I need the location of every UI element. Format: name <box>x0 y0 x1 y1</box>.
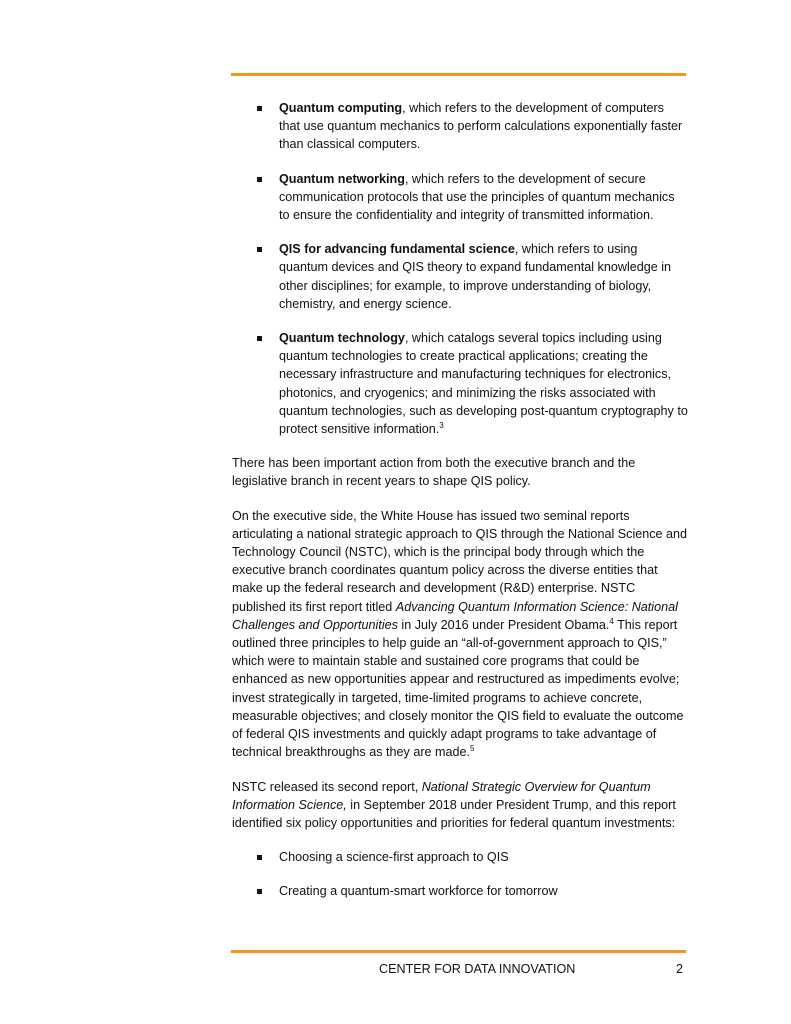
footnote-ref[interactable]: 5 <box>470 744 475 754</box>
list-item <box>232 240 688 313</box>
footnote-ref[interactable]: 4 <box>609 616 614 626</box>
square-bullet-icon <box>257 889 262 894</box>
text-run: On the executive side, the White House has issued two seminal reports articulating a national strategic approach to QIS through the National Science and Technology Council (NSTC), which is the principal body through which the executive branch coordinates quantum policy across the diverse entities that make up the federal research and development (R&D) enterprise. NSTC published its first report titled <box>232 508 688 614</box>
list-item <box>232 99 688 154</box>
report-title: National Strategic Overview for Quantum Information Science, <box>232 779 651 812</box>
bullet-text: Choosing a science-first approach to QIS <box>279 850 509 865</box>
bullet-text: , which catalogs several topics including using quantum technologies to create practical applications; creating the necessary infrastructure and manufacturing techniques for electronics, photonics, and cryogenics; and minimizing the risks associated with quantum technologies, such as developing post-quantum cryptography to protect sensitive information. <box>279 331 688 437</box>
square-bullet-icon <box>257 855 262 860</box>
page-body <box>232 99 688 917</box>
square-bullet-icon <box>257 106 262 111</box>
list-item <box>232 882 688 900</box>
bullet-text: Creating a quantum-smart workforce for tomorrow <box>279 884 558 899</box>
list-item <box>232 170 688 225</box>
text-run: NSTC released its second report, <box>232 779 422 794</box>
paragraph-policy-action: There has been important action from both the executive branch and the legislative branch in recent years to shape QIS policy. <box>232 456 636 489</box>
page-footer <box>231 962 686 982</box>
report-title: Advancing Quantum Information Science: National Challenges and Opportunities <box>232 599 678 632</box>
text-run: This report outlined three principles to help guide an “all-of-government approach to QIS,” which were to maintain stable and sustained core programs that could be enhanced as new opportunities appear and restructured as impediments evolve; invest strategically in targeted, time-limited programs to achieve concrete, measurable objectives; and closely monitor the QIS field to evaluate the outcome of federal QIS investments and quickly adapt programs to take advantage of technical breakthroughs as they are made. <box>232 617 684 760</box>
square-bullet-icon <box>257 177 262 182</box>
bullet-text: , which refers to the development of secure communication protocols that use the principles of quantum mechanics to ensure the confidentiality and integrity of transmitted information. <box>279 171 675 223</box>
qis-areas-list <box>232 99 688 438</box>
list-item <box>232 329 688 438</box>
text-run: in September 2018 under President Trump, and this report identified six policy opportunities and priorities for federal quantum investments: <box>232 797 676 830</box>
list-item <box>232 848 688 866</box>
page-number: 2 <box>675 962 683 976</box>
header-rule <box>231 73 686 76</box>
footnote-ref[interactable]: 3 <box>439 420 444 430</box>
paragraph-second-report <box>232 778 688 833</box>
bullet-text: , which refers to the development of computers that use quantum mechanics to perform calculations exponentially faster than classical computers. <box>279 101 683 152</box>
bullet-term: Quantum networking <box>279 171 405 186</box>
bullet-term: Quantum computing <box>279 101 403 115</box>
priorities-list <box>232 848 688 900</box>
footer-organization: CENTER FOR DATA INNOVATION <box>379 962 576 976</box>
text-run: in July 2016 under President Obama. <box>397 617 610 632</box>
square-bullet-icon <box>257 336 262 341</box>
footer-rule <box>231 950 686 953</box>
square-bullet-icon <box>257 247 262 252</box>
bullet-term: Quantum technology <box>279 331 405 346</box>
paragraph-executive <box>232 507 688 762</box>
bullet-text: , which refers to using quantum devices and QIS theory to expand fundamental knowledge in other disciplines; for example, to improve understanding of biology, chemistry, and energy science. <box>279 242 672 311</box>
bullet-term: QIS for advancing fundamental science <box>279 242 515 257</box>
